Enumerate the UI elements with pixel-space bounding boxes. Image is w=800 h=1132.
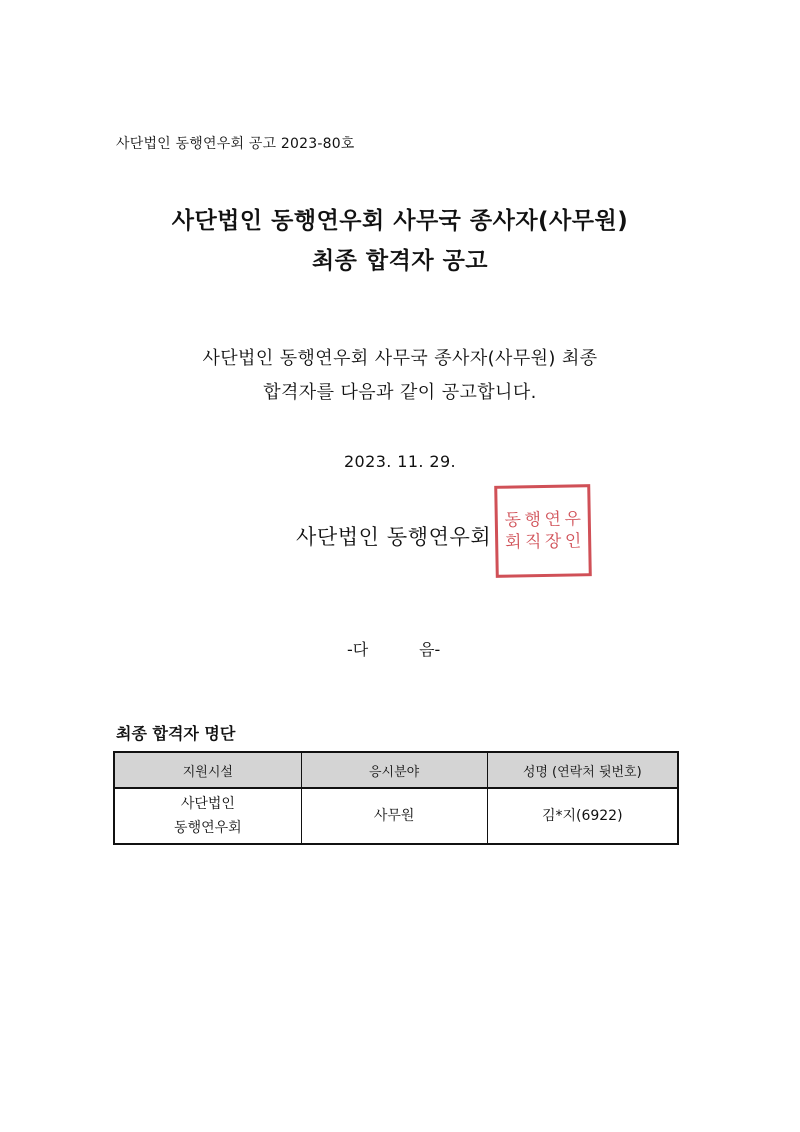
- header-facility: 지원시설: [114, 752, 301, 788]
- cell-field: 사무원: [301, 788, 487, 844]
- seal-char: 직: [524, 532, 542, 553]
- cell-facility-line1: 사단법인: [180, 796, 235, 812]
- page-title-line1: 사단법인 동행연우회 사무국 종사자(사무원): [171, 208, 629, 234]
- notice-date: 2023. 11. 29.: [343, 452, 457, 471]
- organization-name: 사단법인 동행연우회: [296, 525, 492, 549]
- cell-name: 김*지(6922): [487, 788, 678, 844]
- header-field: 응시분야: [301, 752, 487, 788]
- seal-char: 동: [504, 510, 522, 531]
- seal-char: 우: [564, 509, 582, 530]
- body-text-line2: 합격자를 다음과 같이 공고합니다.: [263, 382, 537, 403]
- seal-char: 연: [544, 509, 562, 530]
- table-header-row: [114, 752, 678, 788]
- seal-char: 인: [564, 531, 582, 552]
- seal-char: 장: [544, 531, 562, 552]
- seal-char: 회: [504, 532, 522, 553]
- body-text-line1: 사단법인 동행연우회 사무국 종사자(사무원) 최종: [202, 348, 598, 369]
- seal-char: 행: [524, 510, 542, 531]
- result-table: [113, 751, 679, 845]
- notice-number: 사단법인 동행연우회 공고 2023-80호: [116, 136, 355, 152]
- cell-facility: [114, 788, 301, 844]
- list-title: 최종 합격자 명단: [116, 724, 236, 743]
- page-title-line2: 최종 합격자 공고: [311, 248, 489, 274]
- cell-facility-line2: 동행연우회: [174, 820, 242, 836]
- official-seal-stamp: [494, 484, 592, 578]
- header-name: 성명 (연락처 뒷번호): [487, 752, 678, 788]
- table-row: [114, 788, 678, 844]
- section-heading-da-eum: -다 음-: [347, 640, 441, 659]
